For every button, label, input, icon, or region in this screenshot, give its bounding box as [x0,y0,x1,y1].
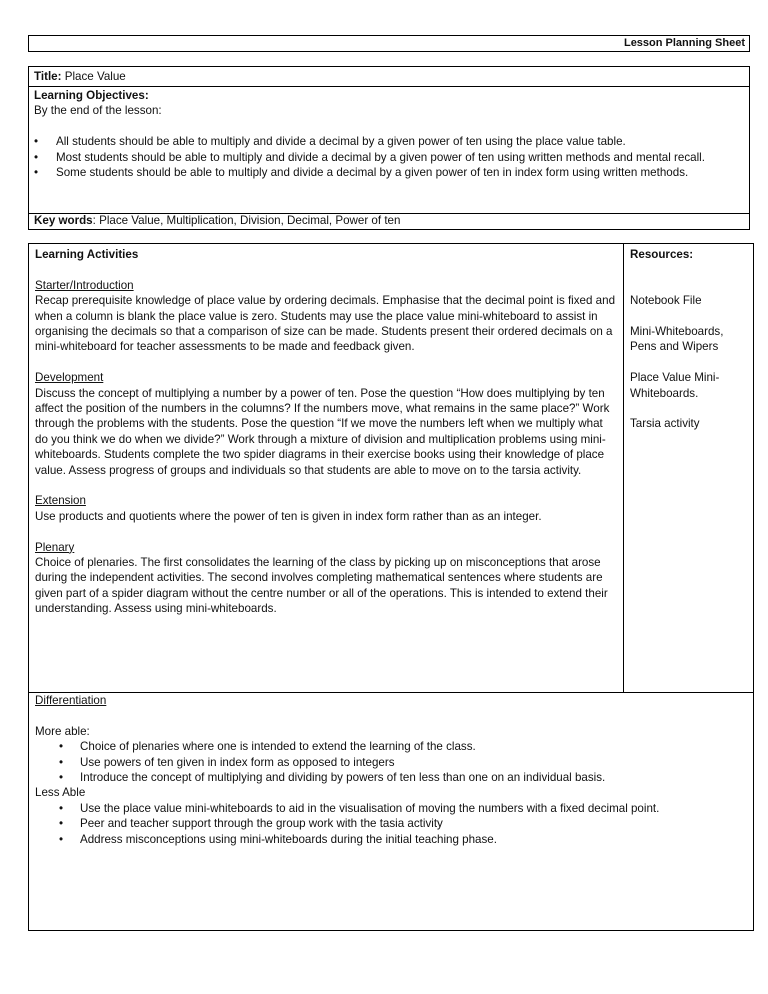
lesson-info-table [28,66,750,230]
plenary-text: Choice of plenaries. The first consolidates the learning of the class by picking up on misconceptions that arose during the independent activities. The second involves completing mathematical sentences where students are given part of a spider diagram without the centre number or all of the operations. This is intended to extend their understanding. Assess using mini-whiteboards. [35,556,608,616]
less-able-label: Less Able [35,786,86,800]
starter-heading: Starter/Introduction [35,278,134,292]
activities-heading: Learning Activities [35,248,139,261]
starter-text: Recap prerequisite knowledge of place value by ordering decimals. Emphasise that the decimal point is fixed and when a column is blank the place value is zero. Students may use the place value mini-whiteboard to assist in organising the decimals so that a comparison of size can be made. Students present their ordered decimals on a mini-whiteboard for teacher assessments to be made and feedback given. [35,294,616,354]
resources-cell [624,244,753,693]
development-heading: Development [35,371,104,385]
header-box [28,35,750,52]
objective-item: • Most students should be able to multiply and divide a decimal by a given power of ten using written methods and mental recall. [34,150,744,165]
title-value: Place Value [64,70,126,83]
resource-item: Tarsia activity [630,417,700,431]
more-able-list [35,739,748,785]
resource-item: Place Value Mini-Whiteboards. [630,371,720,400]
differentiation-cell [29,693,753,847]
more-able-label: More able: [35,724,90,738]
more-able-item: • Use powers of ten given in index form as opposed to integers [35,755,748,770]
resource-item: Mini-Whiteboards, Pens and Wipers [630,324,724,354]
plenary-heading: Plenary [35,540,75,554]
resource-item: Notebook File [630,294,702,308]
keywords-value: : Place Value, Multiplication, Division, Decimal, Power of ten [92,214,401,227]
title-label: Title: [34,70,62,83]
keywords-label: Key words [34,214,93,227]
objectives-list [34,134,744,180]
more-able-item: • Choice of plenaries where one is intended to extend the learning of the class. [35,739,748,754]
less-able-item: • Use the place value mini-whiteboards to aid in the visualisation of moving the numbers with a fixed decimal point. [35,801,748,816]
resources-heading: Resources: [630,248,694,261]
objective-item: • All students should be able to multiply and divide a decimal by a given power of ten using the place value table. [34,134,744,149]
title-row [29,67,749,87]
more-able-item: • Introduce the concept of multiplying and dividing by powers of ten less than one on an individual basis. [35,770,748,785]
less-able-list [35,801,748,847]
differentiation-heading: Differentiation [35,694,107,707]
objectives-label: Learning Objectives: [34,89,149,102]
sheet-title: Lesson Planning Sheet [623,37,745,49]
activities-table [28,243,754,931]
objectives-intro: By the end of the lesson: [34,104,162,118]
less-able-item: • Peer and teacher support through the group work with the tasia activity [35,816,748,831]
extension-text: Use products and quotients where the power of ten is given in index form rather than as an integer. [35,509,542,523]
keywords-row [29,214,749,229]
less-able-item: • Address misconceptions using mini-whiteboards during the initial teaching phase. [35,832,748,847]
extension-heading: Extension [35,494,86,508]
objective-item: • Some students should be able to multiply and divide a decimal by a given power of ten in index form using written methods. [34,165,744,180]
development-text: Discuss the concept of multiplying a number by a power of ten. Pose the question “How does multiplying by ten affect the position of the numbers in the columns? If the numbers move, what remains in the same place?” Work through the problems with the students. Pose the question “If we move the numbers left when we multiply what do you think we do when we divide?” Work through a mixture of division and multiplication problems using mini-whiteboards. Students complete the two spider diagrams in their exercise books using their knowledge of place value. Assess progress of groups and individuals so that students are able to move on to the tarsia activity. [35,386,610,477]
objectives-row [29,87,749,214]
learning-activities-cell [29,244,624,693]
